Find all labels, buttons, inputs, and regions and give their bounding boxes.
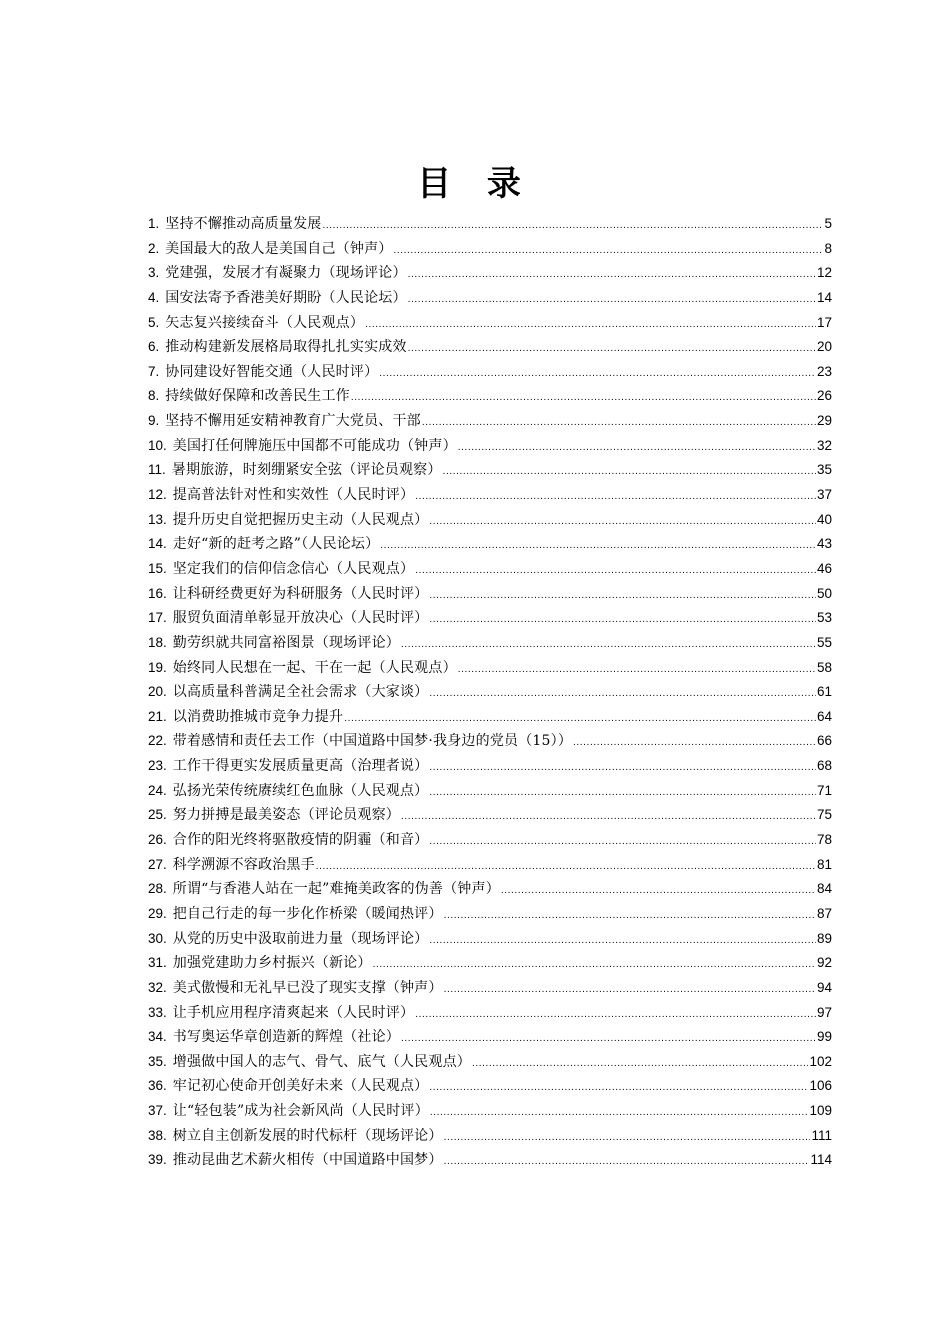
- toc-entry-title: 让手机应用程序清爽起来（人民时评）: [172, 1004, 415, 1021]
- toc-entry[interactable]: [148, 1074, 832, 1099]
- toc-entry-number: 37.: [148, 1103, 167, 1119]
- dot-leader: [365, 313, 816, 338]
- dot-leader: [415, 1003, 816, 1028]
- toc-entry[interactable]: [148, 286, 832, 311]
- toc-entry-number: 24.: [148, 782, 167, 798]
- toc-entry-title: 党建强，发展才有凝聚力（现场评论）: [165, 265, 407, 282]
- toc-entry-title: 美国打任何牌施压中国都不可能成功（钟声）: [172, 437, 457, 454]
- dot-leader: [380, 534, 816, 559]
- dot-leader: [429, 929, 816, 954]
- toc-entry-number: 15.: [148, 560, 167, 576]
- dot-leader: [422, 411, 816, 436]
- toc-entry-page-number: 87: [816, 905, 832, 921]
- toc-entry-number: 17.: [148, 610, 167, 626]
- toc-entry-number: 35.: [148, 1053, 167, 1069]
- toc-entry[interactable]: [148, 212, 832, 237]
- toc-entry-number: 38.: [148, 1127, 167, 1143]
- toc-entry-title: 从党的历史中汲取前进力量（现场评论）: [172, 930, 429, 947]
- table-of-contents: [148, 212, 832, 1173]
- toc-entry-title: 坚持不懈用延安精神教育广大党员、干部: [165, 413, 421, 430]
- toc-entry-page-number: 99: [816, 1029, 832, 1045]
- dot-leader: [429, 608, 816, 633]
- toc-entry-number: 16.: [148, 585, 167, 601]
- dot-leader: [408, 337, 816, 362]
- toc-entry-number: 27.: [148, 856, 167, 872]
- toc-entry-title: 合作的阳光终将驱散疫情的阴霾（和音）: [172, 832, 429, 849]
- toc-entry[interactable]: [148, 680, 832, 705]
- toc-entry-page-number: 66: [816, 733, 832, 749]
- toc-entry-title: 暑期旅游，时刻绷紧安全弦（评论员观察）: [171, 462, 442, 479]
- toc-entry[interactable]: [148, 803, 832, 828]
- toc-entry-page-number: 111: [811, 1127, 832, 1143]
- toc-entry-title: 工作干得更实发展质量更高（治理者说）: [172, 758, 429, 775]
- toc-entry-number: 3.: [148, 265, 160, 281]
- toc-entry-title: 以消费助推城市竞争力提升: [172, 708, 344, 725]
- toc-entry-page-number: 89: [816, 930, 832, 946]
- toc-entry-title: 推动昆曲艺术薪火相传（中国道路中国梦）: [172, 1152, 443, 1169]
- dot-leader: [393, 239, 823, 264]
- dot-leader: [444, 904, 816, 929]
- toc-entry-title: 增强做中国人的志气、骨气、底气（人民观点）: [172, 1053, 471, 1070]
- toc-entry[interactable]: [148, 779, 832, 804]
- toc-entry-title: 牢记初心使命开创美好未来（人民观点）: [172, 1078, 429, 1095]
- toc-entry-title: 国安法寄予香港美好期盼（人民论坛）: [165, 289, 407, 306]
- dot-leader: [408, 263, 816, 288]
- toc-entry[interactable]: [148, 1050, 832, 1075]
- toc-entry-page-number: 114: [810, 1152, 832, 1168]
- toc-entry-title: 提高普法针对性和实效性（人民时评）: [172, 487, 415, 504]
- toc-entry-page-number: 71: [816, 782, 832, 798]
- dot-leader: [351, 386, 816, 411]
- toc-entry-title: 努力拼搏是最美姿态（评论员观察）: [172, 807, 400, 824]
- toc-entry-number: 39.: [148, 1152, 167, 1168]
- toc-entry[interactable]: [148, 1148, 832, 1173]
- toc-entry-page-number: 50: [816, 585, 832, 601]
- dot-leader: [573, 731, 816, 756]
- toc-entry-page-number: 8: [824, 240, 832, 256]
- dot-leader: [415, 485, 816, 510]
- toc-entry-page-number: 81: [816, 856, 832, 872]
- dot-leader: [401, 1027, 816, 1052]
- toc-entry[interactable]: [148, 311, 832, 336]
- toc-entry-number: 29.: [148, 905, 167, 921]
- toc-entry-page-number: 68: [816, 758, 832, 774]
- dot-leader: [379, 362, 816, 387]
- toc-entry-page-number: 5: [824, 216, 832, 231]
- toc-entry[interactable]: [148, 261, 832, 286]
- toc-entry-page-number: 75: [816, 807, 832, 823]
- toc-entry-title: 坚持不懈推动高质量发展: [165, 216, 322, 232]
- toc-entry-number: 8.: [148, 388, 160, 404]
- toc-entry-page-number: 58: [816, 659, 832, 675]
- toc-entry-title: 弘扬光荣传统赓续红色血脉（人民观点）: [172, 782, 429, 799]
- toc-entry[interactable]: [148, 1001, 832, 1026]
- toc-entry[interactable]: [148, 976, 832, 1001]
- toc-entry-number: 19.: [148, 659, 167, 675]
- toc-entry-title: 坚定我们的信仰信念信心（人民观点）: [172, 560, 415, 577]
- toc-entry-page-number: 61: [816, 684, 832, 700]
- toc-entry-title: 持续做好保障和改善民生工作: [165, 388, 350, 405]
- toc-entry-page-number: 78: [816, 832, 832, 848]
- toc-entry-page-number: 46: [816, 560, 832, 576]
- toc-entry[interactable]: [148, 508, 832, 533]
- toc-entry-page-number: 64: [816, 708, 832, 724]
- dot-leader: [415, 559, 816, 584]
- toc-entry[interactable]: [148, 532, 832, 557]
- toc-entry-number: 30.: [148, 930, 167, 946]
- toc-entry[interactable]: [148, 1124, 832, 1149]
- toc-entry-page-number: 97: [816, 1004, 832, 1020]
- toc-entry-number: 20.: [148, 684, 167, 700]
- toc-entry-page-number: 106: [809, 1078, 832, 1094]
- toc-entry-number: 33.: [148, 1004, 167, 1020]
- toc-entry-number: 5.: [148, 314, 160, 330]
- toc-entry-title: 以高质量科普满足全社会需求（大家谈）: [172, 684, 429, 701]
- dot-leader: [429, 781, 816, 806]
- dot-leader: [458, 436, 816, 461]
- toc-entry-page-number: 35: [816, 462, 832, 478]
- toc-entry[interactable]: [148, 557, 832, 582]
- toc-entry-page-number: 20: [816, 339, 832, 355]
- dot-leader: [429, 756, 816, 781]
- toc-entry-title: 服贸负面清单彰显开放决心（人民时评）: [172, 610, 429, 627]
- toc-entry-page-number: 32: [816, 437, 832, 453]
- toc-entry-page-number: 12: [816, 265, 832, 281]
- dot-leader: [373, 953, 816, 978]
- toc-entry-number: 23.: [148, 758, 167, 774]
- toc-entry-page-number: 23: [816, 363, 832, 379]
- toc-entry[interactable]: [148, 360, 832, 385]
- toc-entry[interactable]: [148, 606, 832, 631]
- dot-leader: [401, 633, 816, 658]
- toc-entry-page-number: 55: [816, 634, 832, 650]
- dot-leader: [344, 707, 816, 732]
- toc-entry-title: 协同建设好智能交通（人民时评）: [165, 363, 379, 380]
- dot-leader: [429, 830, 816, 855]
- dot-leader: [444, 978, 816, 1003]
- toc-entry[interactable]: [148, 631, 832, 656]
- toc-entry-title: 矢志复兴接续奋斗（人民观点）: [165, 314, 365, 331]
- toc-entry-title: 加强党建助力乡村振兴（新论）: [172, 955, 372, 972]
- toc-entry[interactable]: [148, 237, 832, 262]
- toc-entry-page-number: 17: [816, 314, 832, 330]
- dot-leader: [472, 1052, 808, 1077]
- toc-entry-page-number: 37: [816, 487, 832, 503]
- toc-entry-title: 书写奥运华章创造新的辉煌（社论）: [172, 1029, 400, 1046]
- toc-entry-title: 始终同人民想在一起、干在一起（人民观点）: [172, 659, 457, 676]
- dot-leader: [322, 214, 823, 239]
- dot-leader: [429, 584, 816, 609]
- toc-entry[interactable]: [148, 705, 832, 730]
- toc-entry-page-number: 14: [816, 289, 832, 305]
- toc-entry-number: 31.: [148, 955, 167, 971]
- dot-leader: [401, 805, 816, 830]
- toc-entry[interactable]: [148, 335, 832, 360]
- toc-entry[interactable]: [148, 951, 832, 976]
- dot-leader: [429, 682, 816, 707]
- toc-entry-page-number: 29: [816, 413, 832, 429]
- toc-entry-number: 18.: [148, 634, 167, 650]
- toc-entry[interactable]: [148, 1025, 832, 1050]
- toc-entry-title: 推动构建新发展格局取得扎扎实实成效: [165, 339, 407, 356]
- toc-entry-page-number: 109: [809, 1103, 832, 1119]
- toc-entry-number: 21.: [148, 708, 167, 724]
- toc-entry[interactable]: [148, 1099, 832, 1124]
- toc-entry-title: 把自己行走的每一步化作桥梁（暖闻热评）: [172, 905, 443, 922]
- toc-entry-number: 10.: [148, 437, 167, 453]
- toc-entry-number: 36.: [148, 1078, 167, 1094]
- toc-entry-number: 13.: [148, 511, 167, 527]
- toc-entry[interactable]: [148, 458, 832, 483]
- toc-entry-number: 25.: [148, 807, 167, 823]
- toc-entry-title: 提升历史自觉把握历史主动（人民观点）: [172, 511, 429, 528]
- toc-entry[interactable]: [148, 582, 832, 607]
- dot-leader: [408, 288, 816, 313]
- toc-entry-page-number: 92: [816, 955, 832, 971]
- toc-entry[interactable]: [148, 877, 832, 902]
- toc-entry-page-number: 84: [816, 881, 832, 897]
- toc-entry[interactable]: [148, 729, 832, 754]
- toc-entry-number: 26.: [148, 832, 167, 848]
- toc-entry[interactable]: [148, 853, 832, 878]
- toc-entry-title: 走好“新的赶考之路”（人民论坛）: [172, 536, 380, 553]
- toc-entry-title: 勤劳织就共同富裕图景（现场评论）: [172, 634, 400, 651]
- toc-entry-number: 28.: [148, 881, 167, 897]
- toc-entry-number: 11.: [148, 462, 166, 478]
- toc-entry-page-number: 26: [816, 388, 832, 404]
- toc-entry-title: 美国最大的敌人是美国自己（钟声）: [165, 240, 393, 257]
- toc-entry[interactable]: [148, 754, 832, 779]
- toc-entry-page-number: 40: [816, 511, 832, 527]
- page-title: 目 录: [417, 164, 533, 204]
- toc-entry[interactable]: [148, 483, 832, 508]
- toc-entry[interactable]: [148, 384, 832, 409]
- toc-entry-number: 12.: [148, 487, 167, 503]
- toc-entry-number: 22.: [148, 733, 167, 749]
- toc-entry-page-number: 53: [816, 610, 832, 626]
- toc-entry-title: 让科研经费更好为科研服务（人民时评）: [172, 585, 429, 602]
- toc-entry-page-number: 43: [816, 536, 832, 552]
- toc-entry-number: 6.: [148, 339, 160, 355]
- dot-leader: [444, 1126, 811, 1151]
- toc-entry-number: 34.: [148, 1029, 167, 1045]
- toc-entry[interactable]: [148, 434, 832, 459]
- toc-entry-number: 9.: [148, 413, 160, 429]
- dot-leader: [444, 1150, 810, 1175]
- dot-leader: [458, 658, 816, 683]
- toc-entry[interactable]: [148, 656, 832, 681]
- toc-entry-number: 7.: [148, 363, 160, 379]
- dot-leader: [443, 460, 816, 485]
- toc-entry-title: 带着感情和责任去工作（中国道路中国梦·我身边的党员（15））: [172, 733, 573, 750]
- toc-entry-title: 科学溯源不容政治黑手: [172, 856, 315, 873]
- toc-entry[interactable]: [148, 902, 832, 927]
- dot-leader: [316, 855, 816, 880]
- dot-leader: [429, 510, 816, 535]
- toc-entry[interactable]: [148, 828, 832, 853]
- dot-leader: [501, 879, 816, 904]
- toc-entry-number: 2.: [148, 240, 160, 256]
- toc-entry[interactable]: [148, 409, 832, 434]
- dot-leader: [430, 1101, 809, 1126]
- toc-entry-title: 让“轻包装”成为社会新风尚（人民时评）: [172, 1103, 429, 1120]
- toc-entry-number: 14.: [148, 536, 167, 552]
- toc-entry-page-number: 94: [816, 979, 832, 995]
- toc-entry-title: 树立自主创新发展的时代标杆（现场评论）: [172, 1127, 443, 1144]
- toc-entry-title: 美式傲慢和无礼早已没了现实支撑（钟声）: [172, 979, 443, 996]
- toc-entry-number: 1.: [148, 216, 160, 231]
- toc-entry-number: 32.: [148, 979, 167, 995]
- toc-entry-title: 所谓“与香港人站在一起”难掩美政客的伪善（钟声）: [172, 881, 500, 898]
- toc-entry-page-number: 102: [809, 1053, 832, 1069]
- dot-leader: [429, 1076, 808, 1101]
- toc-entry[interactable]: [148, 927, 832, 952]
- toc-entry-number: 4.: [148, 289, 160, 305]
